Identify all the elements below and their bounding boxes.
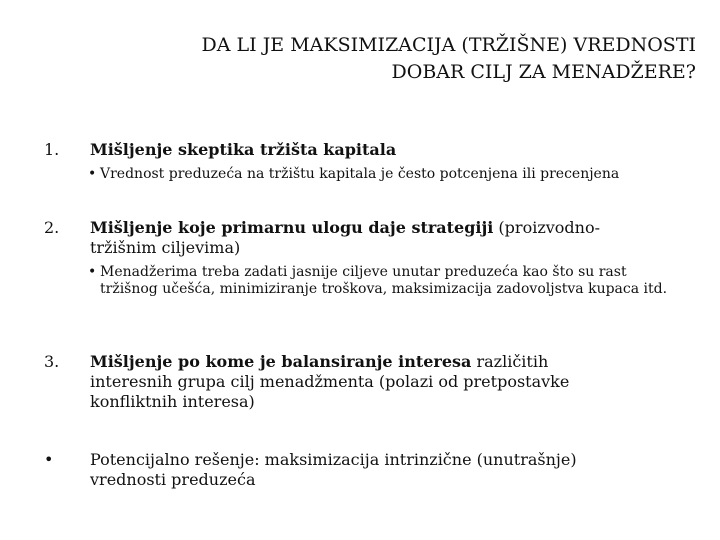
sub-bullet: •: [88, 264, 97, 280]
item-bold-text: Mišljenje po kome je balansiranje interesa: [90, 352, 472, 371]
sub-item-text: Vrednost preduzeća na tržištu kapitala je često potcenjena ili precenjena: [100, 166, 620, 182]
item-bold-text: Mišljenje koje primarnu ulogu daje strategiji: [90, 218, 494, 237]
item-text: [90, 218, 630, 258]
sub-item-1: [88, 166, 700, 183]
list-item-2: [44, 218, 694, 258]
item-number: 1.: [44, 140, 60, 159]
item-text: [90, 450, 630, 490]
list-item-1: [44, 140, 694, 160]
slide-title-line-2: DOBAR CILJ ZA MENADŽERE?: [391, 61, 696, 83]
item-normal-text: Potencijalno rešenje: maksimizacija intrinzične (unutrašnje) vrednosti preduzeća: [90, 450, 577, 489]
sub-bullet: •: [88, 166, 97, 182]
item-text: [90, 140, 650, 160]
item-text: [90, 352, 630, 412]
item-normal-text: (proizvodno-tržišnim ciljevima): [90, 218, 600, 257]
item-normal-text: različitih interesnih grupa cilj menadžmenta (polazi od pretpostavke konfliktnih interesa): [90, 352, 570, 411]
list-item-4: [44, 450, 694, 490]
sub-item-text: Menadžerima treba zadati jasnije ciljeve unutar preduzeća kao što su rast tržišnog učešća, minimiziranje troškova, maksimizacija zadovoljstva kupaca itd.: [100, 264, 668, 297]
slide-title-line-1: DA LI JE MAKSIMIZACIJA (TRŽIŠNE) VREDNOSTI: [201, 34, 696, 56]
item-number: 2.: [44, 218, 60, 237]
slide-title: [96, 32, 696, 86]
sub-item-2: [88, 264, 688, 298]
item-number: 3.: [44, 352, 60, 371]
item-bullet: •: [44, 450, 54, 469]
list-item-3: [44, 352, 694, 412]
item-bold-text: Mišljenje skeptika tržišta kapitala: [90, 140, 397, 159]
